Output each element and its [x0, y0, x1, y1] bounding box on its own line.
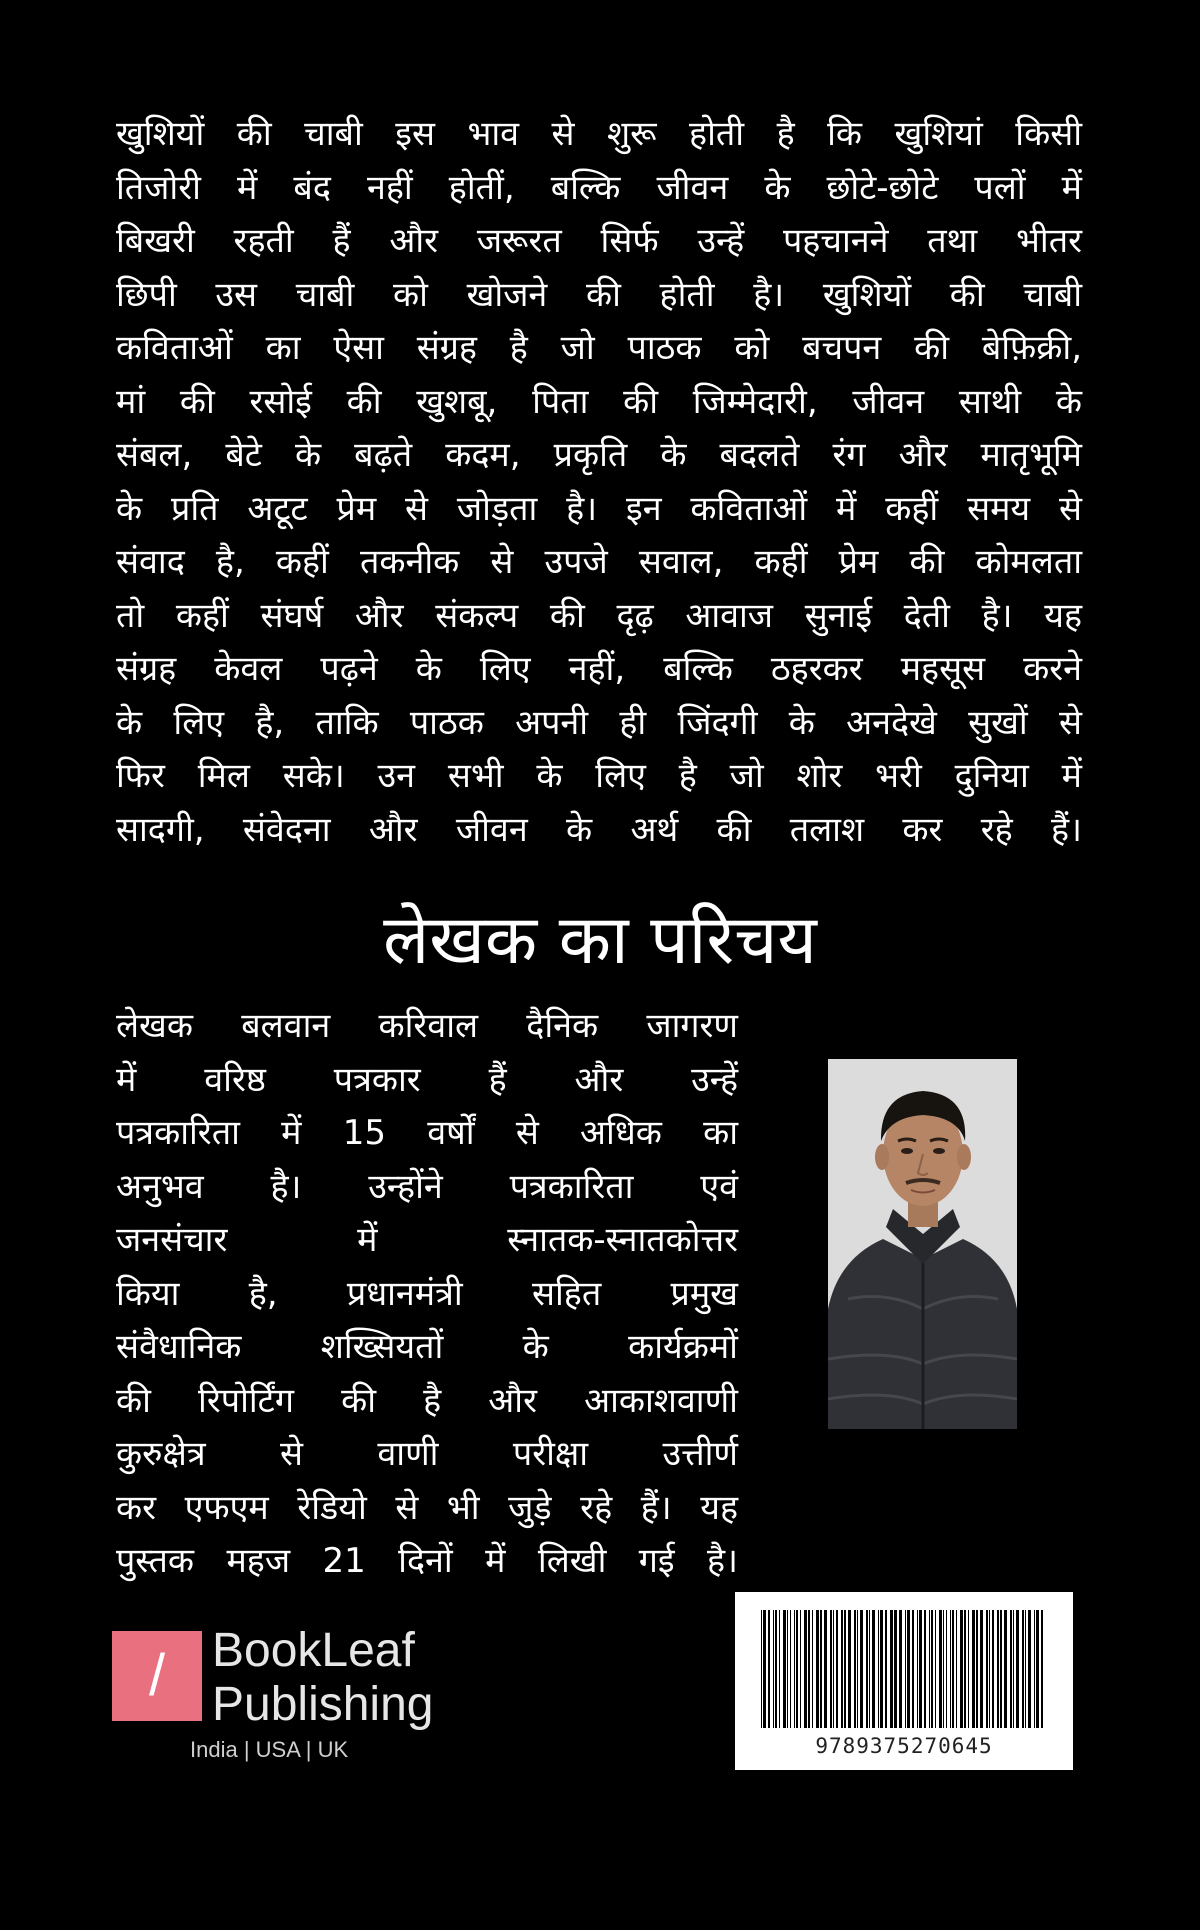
bio-line: अनुभव है। उन्होंने पत्रकारिता एवं — [116, 1166, 738, 1207]
blurb-line: के प्रति अटूट प्रेम से जोड़ता है। इन कविताओं में कहीं समय से — [116, 488, 1082, 529]
bio-line: पत्रकारिता में 15 वर्षों से अधिक का — [116, 1113, 738, 1153]
isbn-barcode — [735, 1592, 1073, 1770]
blurb-line: तो कहीं संघर्ष और संकल्प की दृढ़ आवाज सुनाई देती है। यह — [116, 595, 1082, 636]
blurb-line: सादगी, संवेदना और जीवन के अर्थ की तलाश कर रहे हैं। — [116, 809, 1082, 850]
publisher-name — [212, 1624, 433, 1732]
blurb-line: खुशियों की चाबी इस भाव से शुरू होती है कि खुशियां किसी — [116, 114, 1082, 154]
blurb-line: संवाद है, कहीं तकनीक से उपजे सवाल, कहीं प्रेम की कोमलता — [116, 542, 1082, 582]
blurb-line: फिर मिल सके। उन सभी के लिए है जो शोर भरी दुनिया में — [116, 756, 1082, 796]
author-intro-heading: लेखक का परिचय — [383, 901, 817, 980]
isbn-number: 9789375270645 — [815, 1734, 993, 1758]
publisher-name-line1: BookLeaf — [212, 1624, 415, 1677]
blurb-line: मां की रसोई की खुशबू, पिता की जिम्मेदारी, जीवन साथी के — [116, 381, 1082, 422]
book-blurb — [116, 108, 1082, 857]
author-photo — [828, 1059, 1017, 1429]
blurb-line: बिखरी रहती हैं और जरूरत सिर्फ उन्हें पहचानने तथा भीतर — [116, 221, 1082, 261]
bio-line: किया है, प्रधानमंत्री सहित प्रमुख — [116, 1273, 738, 1314]
blurb-line: संबल, बेटे के बढ़ते कदम, प्रकृति के बदलते रंग और मातृभूमि — [116, 435, 1082, 475]
bio-line: में वरिष्ठ पत्रकार हैं और उन्हें — [116, 1059, 738, 1100]
bio-line: की रिपोर्टिंग की है और आकाशवाणी — [116, 1380, 738, 1421]
publisher-name-line2: Publishing — [212, 1678, 434, 1731]
bio-line: जनसंचार में स्नातक-स्नातकोत्तर — [116, 1220, 738, 1260]
bio-line: लेखक बलवान करिवाल दैनिक जागरण — [116, 1006, 738, 1046]
blurb-line: तिजोरी में बंद नहीं होतीं, बल्कि जीवन के छोटे-छोटे पलों में — [116, 167, 1082, 208]
bookleaf-logo — [112, 1631, 202, 1721]
barcode-icon — [759, 1610, 1049, 1730]
author-bio — [116, 1000, 738, 1589]
blurb-line: संग्रह केवल पढ़ने के लिए नहीं, बल्कि ठहरकर महसूस करने — [116, 649, 1082, 689]
blurb-line: कविताओं का ऐसा संग्रह है जो पाठक को बचपन की बेफ़िक्री, — [116, 328, 1082, 368]
bio-line: कुरुक्षेत्र से वाणी परीक्षा उत्तीर्ण — [116, 1434, 738, 1474]
logo-slash-icon: / — [148, 1643, 166, 1708]
blurb-line: छिपी उस चाबी को खोजने की होती है। खुशियों की चाबी — [116, 274, 1082, 315]
bio-line: पुस्तक महज 21 दिनों में लिखी गई है। — [116, 1541, 738, 1581]
bio-line: संवैधानिक शख्सियतों के कार्यक्रमों — [116, 1327, 738, 1367]
blurb-line: के लिए है, ताकि पाठक अपनी ही जिंदगी के अनदेखे सुखों से — [116, 702, 1082, 743]
publisher-regions: India | USA | UK — [190, 1737, 349, 1762]
bio-line: कर एफएम रेडियो से भी जुड़े रहे हैं। यह — [116, 1487, 738, 1528]
